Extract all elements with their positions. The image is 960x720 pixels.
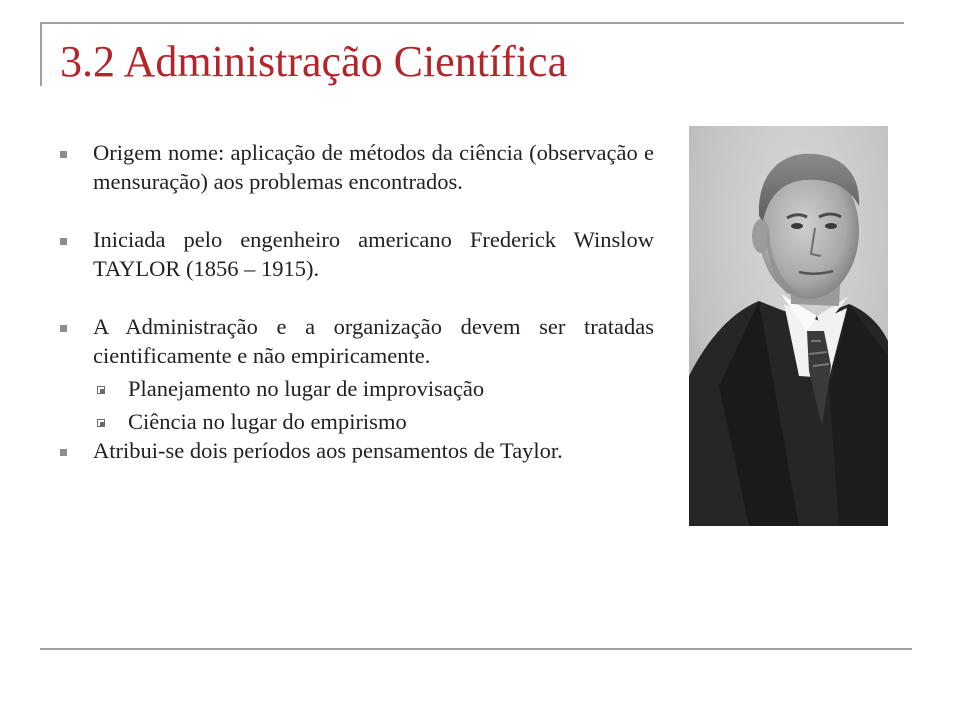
bullet-list <box>60 138 654 465</box>
square-bullet-icon <box>60 151 67 158</box>
sub-bullet-item <box>60 374 654 403</box>
bullet-item <box>60 312 654 370</box>
sub-bullet-item <box>60 407 654 436</box>
left-rule <box>40 22 42 86</box>
portrait-image <box>689 126 888 526</box>
bottom-rule <box>40 648 912 650</box>
square-bullet-icon <box>60 238 67 245</box>
hollow-square-bullet-icon <box>97 386 105 394</box>
square-bullet-icon <box>60 325 67 332</box>
bullet-item <box>60 436 654 465</box>
bullet-item <box>60 225 654 283</box>
bullet-item <box>60 138 654 196</box>
top-rule <box>40 22 904 24</box>
hollow-square-bullet-icon <box>97 419 105 427</box>
bullet-text: Atribui-se dois períodos aos pensamentos de Taylor. <box>93 438 563 463</box>
sub-bullet-text: Ciência no lugar do empirismo <box>128 409 407 434</box>
portrait-photo <box>689 126 888 526</box>
bullet-text: Iniciada pelo engenheiro americano Frederick Winslow TAYLOR (1856 – 1915). <box>93 227 654 281</box>
bullet-text: A Administração e a organização devem ser tratadas cientificamente e não empiricamente. <box>93 314 654 368</box>
sub-bullet-text: Planejamento no lugar de improvisação <box>128 376 485 401</box>
square-bullet-icon <box>60 449 67 456</box>
bullet-text: Origem nome: aplicação de métodos da ciência (observação e mensuração) aos problemas encontrados. <box>93 140 654 194</box>
slide-title: 3.2 Administração Científica <box>60 37 568 86</box>
